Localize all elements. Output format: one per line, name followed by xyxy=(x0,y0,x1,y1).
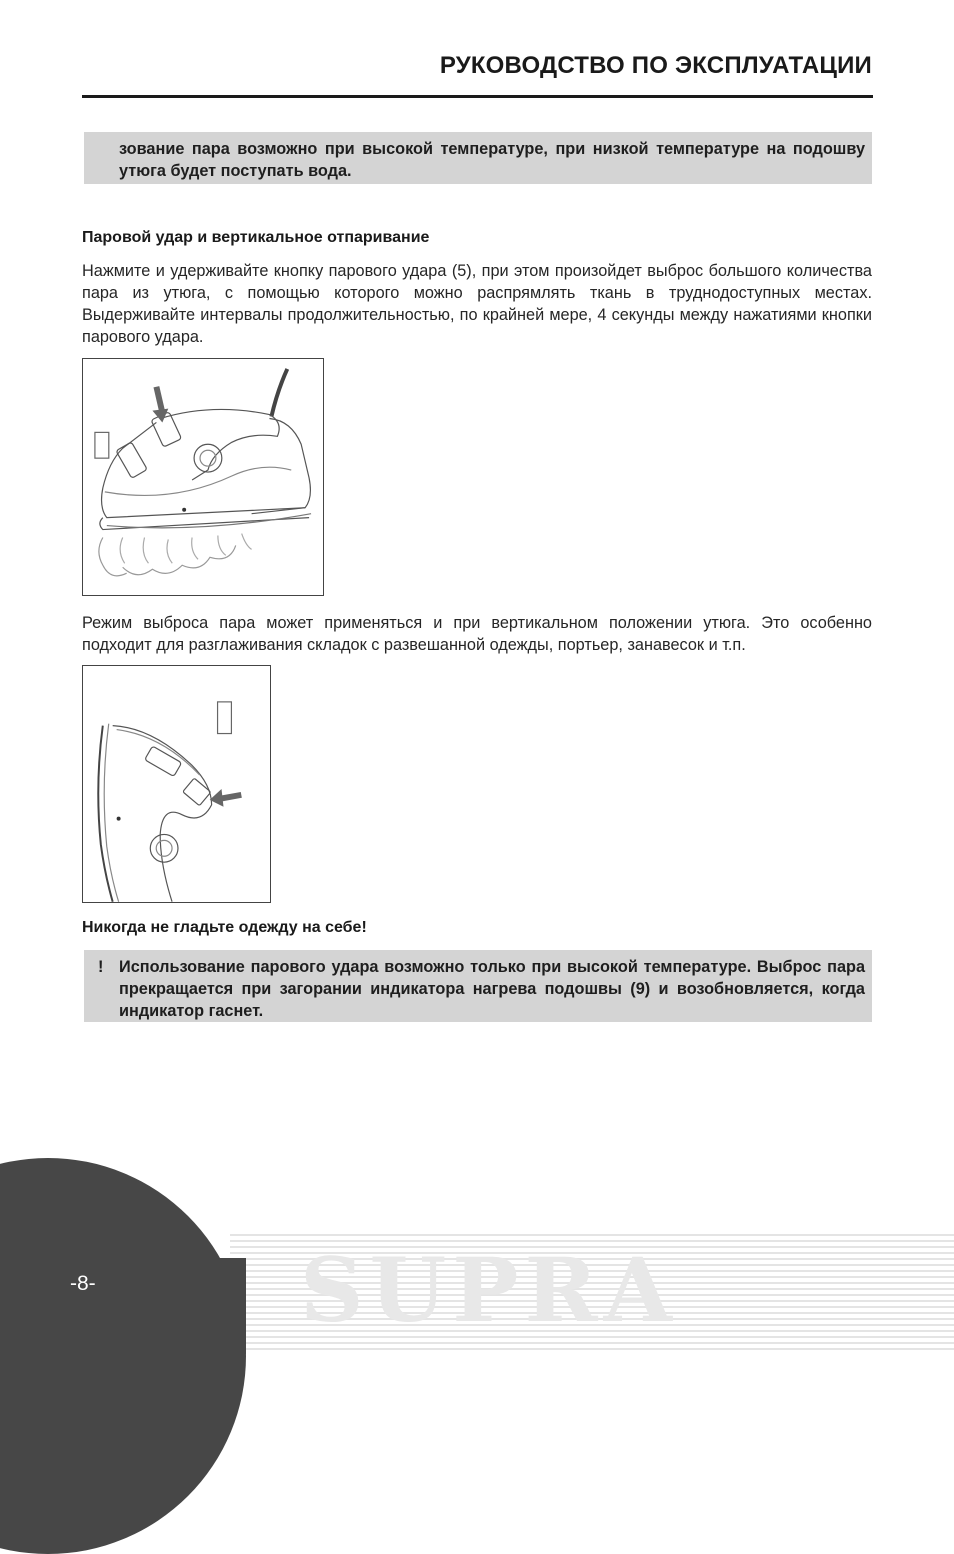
header-divider xyxy=(82,95,873,98)
note-box-steam-temperature xyxy=(84,132,872,184)
note-text: зование пара возможно при высокой температуре, при низкой температуре на подошву утюга будет поступать вода. xyxy=(119,140,865,180)
page-number: -8- xyxy=(70,1272,96,1295)
footer-corner-fill xyxy=(0,1258,246,1354)
iron-horizontal-steam-burst-illustration xyxy=(83,359,323,595)
note-box-steam-burst-warning xyxy=(84,950,872,1022)
supra-logo: SUPRA xyxy=(300,1238,678,1342)
footer-corner-shape xyxy=(0,1158,246,1554)
iron-vertical-steam-illustration xyxy=(83,666,270,902)
paragraph-vertical-steam: Режим выброса пара может применяться и при вертикальном положении утюга. Это особенно подходит для разглаживания складок с развешанной одежды, портьер, занавесок и т.п. xyxy=(82,614,872,654)
section-heading: Паровой удар и вертикальное отпаривание xyxy=(82,229,430,246)
paragraph-steam-burst: Нажмите и удерживайте кнопку парового удара (5), при этом произойдет выброс большого количества пара из утюга, с помощью которого можно распрямлять ткань в труднодоступных местах. Выдерживайте интервалы продолжительностью, по крайней мере, 4 секунды между нажатиями кнопки парового удара. xyxy=(82,262,872,346)
figure-iron-vertical xyxy=(82,665,271,903)
figure-iron-horizontal xyxy=(82,358,324,596)
note-text: Использование парового удара возможно только при высокой температуре. Выброс пара прекращается при загорании индикатора нагрева подошвы (9) и возобновляется, когда индикатор гаснет. xyxy=(119,958,865,1020)
warning-heading: Никогда не гладьте одежду на себе! xyxy=(82,919,367,936)
warning-icon: ! xyxy=(98,958,104,976)
page-title: РУКОВОДСТВО ПО ЭКСПЛУАТАЦИИ xyxy=(439,52,872,79)
